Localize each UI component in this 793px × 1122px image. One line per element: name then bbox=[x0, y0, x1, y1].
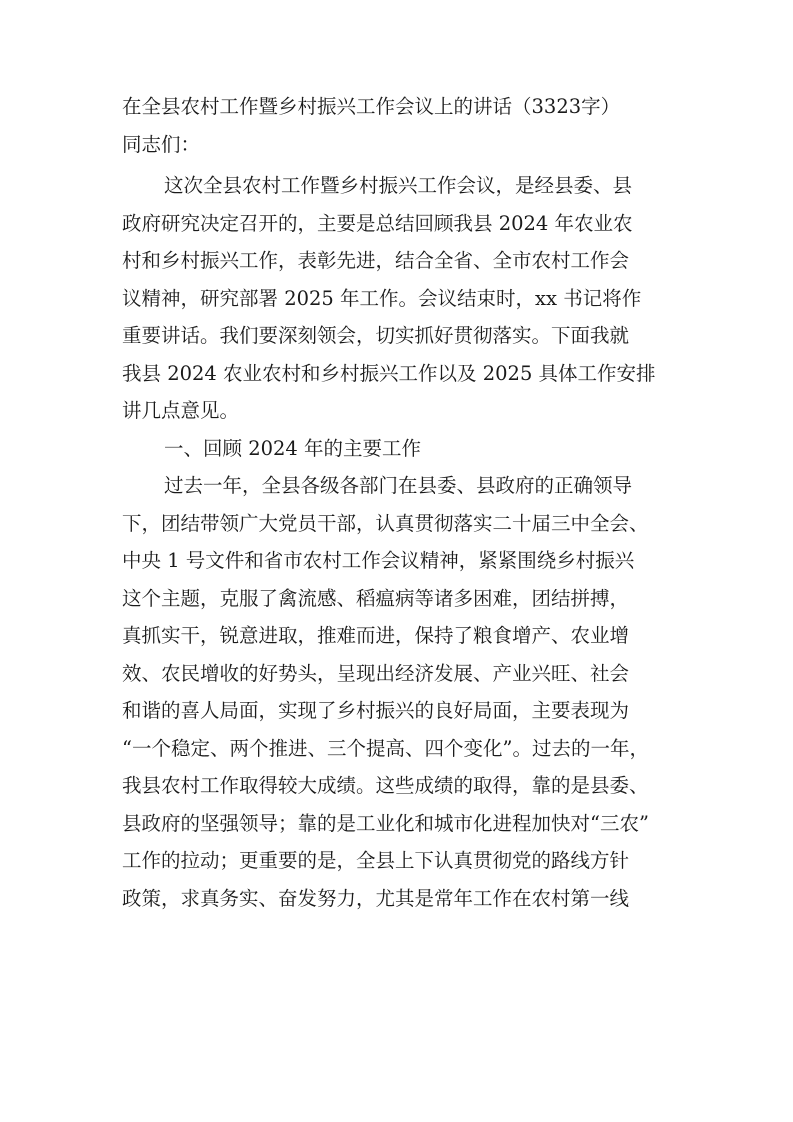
paragraph-line: 过去一年，全县各级各部门在县委、县政府的正确领导 bbox=[164, 474, 633, 497]
paragraph-line: 我县农村工作取得较大成绩。这些成绩的取得，靠的是县委、 bbox=[122, 774, 649, 797]
paragraph-line: 议精神，研究部署 2025 年工作。会议结束时，xx 书记将作 bbox=[122, 286, 642, 310]
paragraph-line: 真抓实干，锐意进取，推难而进，保持了粮食增产、农业增 bbox=[122, 624, 630, 647]
paragraph-line: 和谐的喜人局面，实现了乡村振兴的良好局面，主要表现为 bbox=[122, 699, 630, 722]
paragraph-line: 村和乡村振兴工作，表彰先进，结合全省、全市农村工作会 bbox=[122, 249, 630, 272]
document-title: 在全县农村工作暨乡村振兴工作会议上的讲话（3323字） bbox=[122, 95, 621, 118]
paragraph-line: “一个稳定、两个推进、三个提高、四个变化”。过去的一年， bbox=[122, 736, 649, 760]
paragraph-line: 中央 1 号文件和省市农村工作会议精神，紧紧围绕乡村振兴 bbox=[122, 549, 635, 572]
paragraph-line: 重要讲话。我们要深刻领会，切实抓好贯彻落实。下面我就 bbox=[122, 324, 630, 347]
paragraph-1 bbox=[122, 167, 674, 430]
paragraph-line: 政府研究决定召开的，主要是总结回顾我县 2024 年农业农 bbox=[122, 211, 633, 235]
paragraph-line: 工作的拉动；更重要的是，全县上下认真贯彻党的路线方针 bbox=[122, 849, 630, 872]
paragraph-line: 政策，求真务实、奋发努力，尤其是常年工作在农村第一线 bbox=[122, 886, 630, 910]
paragraph-line: 下，团结带领广大党员干部，认真贯彻落实二十届三中全会、 bbox=[122, 511, 649, 535]
document-page bbox=[122, 92, 674, 917]
paragraph-line: 效、农民增收的好势头，呈现出经济发展、产业兴旺、社会 bbox=[122, 661, 630, 685]
greeting: 同志们： bbox=[122, 133, 201, 156]
paragraph-line: 我县 2024 农业农村和乡村振兴工作以及 2025 具体工作安排 bbox=[122, 361, 656, 385]
paragraph-line: 这次全县农村工作暨乡村振兴工作会议，是经县委、县 bbox=[164, 174, 633, 197]
paragraph-line: 这个主题，克服了禽流感、稻瘟病等诸多困难，团结拼搏， bbox=[122, 586, 630, 610]
paragraph-line: 县政府的坚强领导；靠的是工业化和城市化进程加快对“三农” bbox=[122, 811, 649, 835]
paragraph-2 bbox=[122, 467, 674, 917]
paragraph-line: 讲几点意见。 bbox=[122, 399, 240, 422]
section-heading: 一、回顾 2024 年的主要工作 bbox=[164, 436, 422, 460]
